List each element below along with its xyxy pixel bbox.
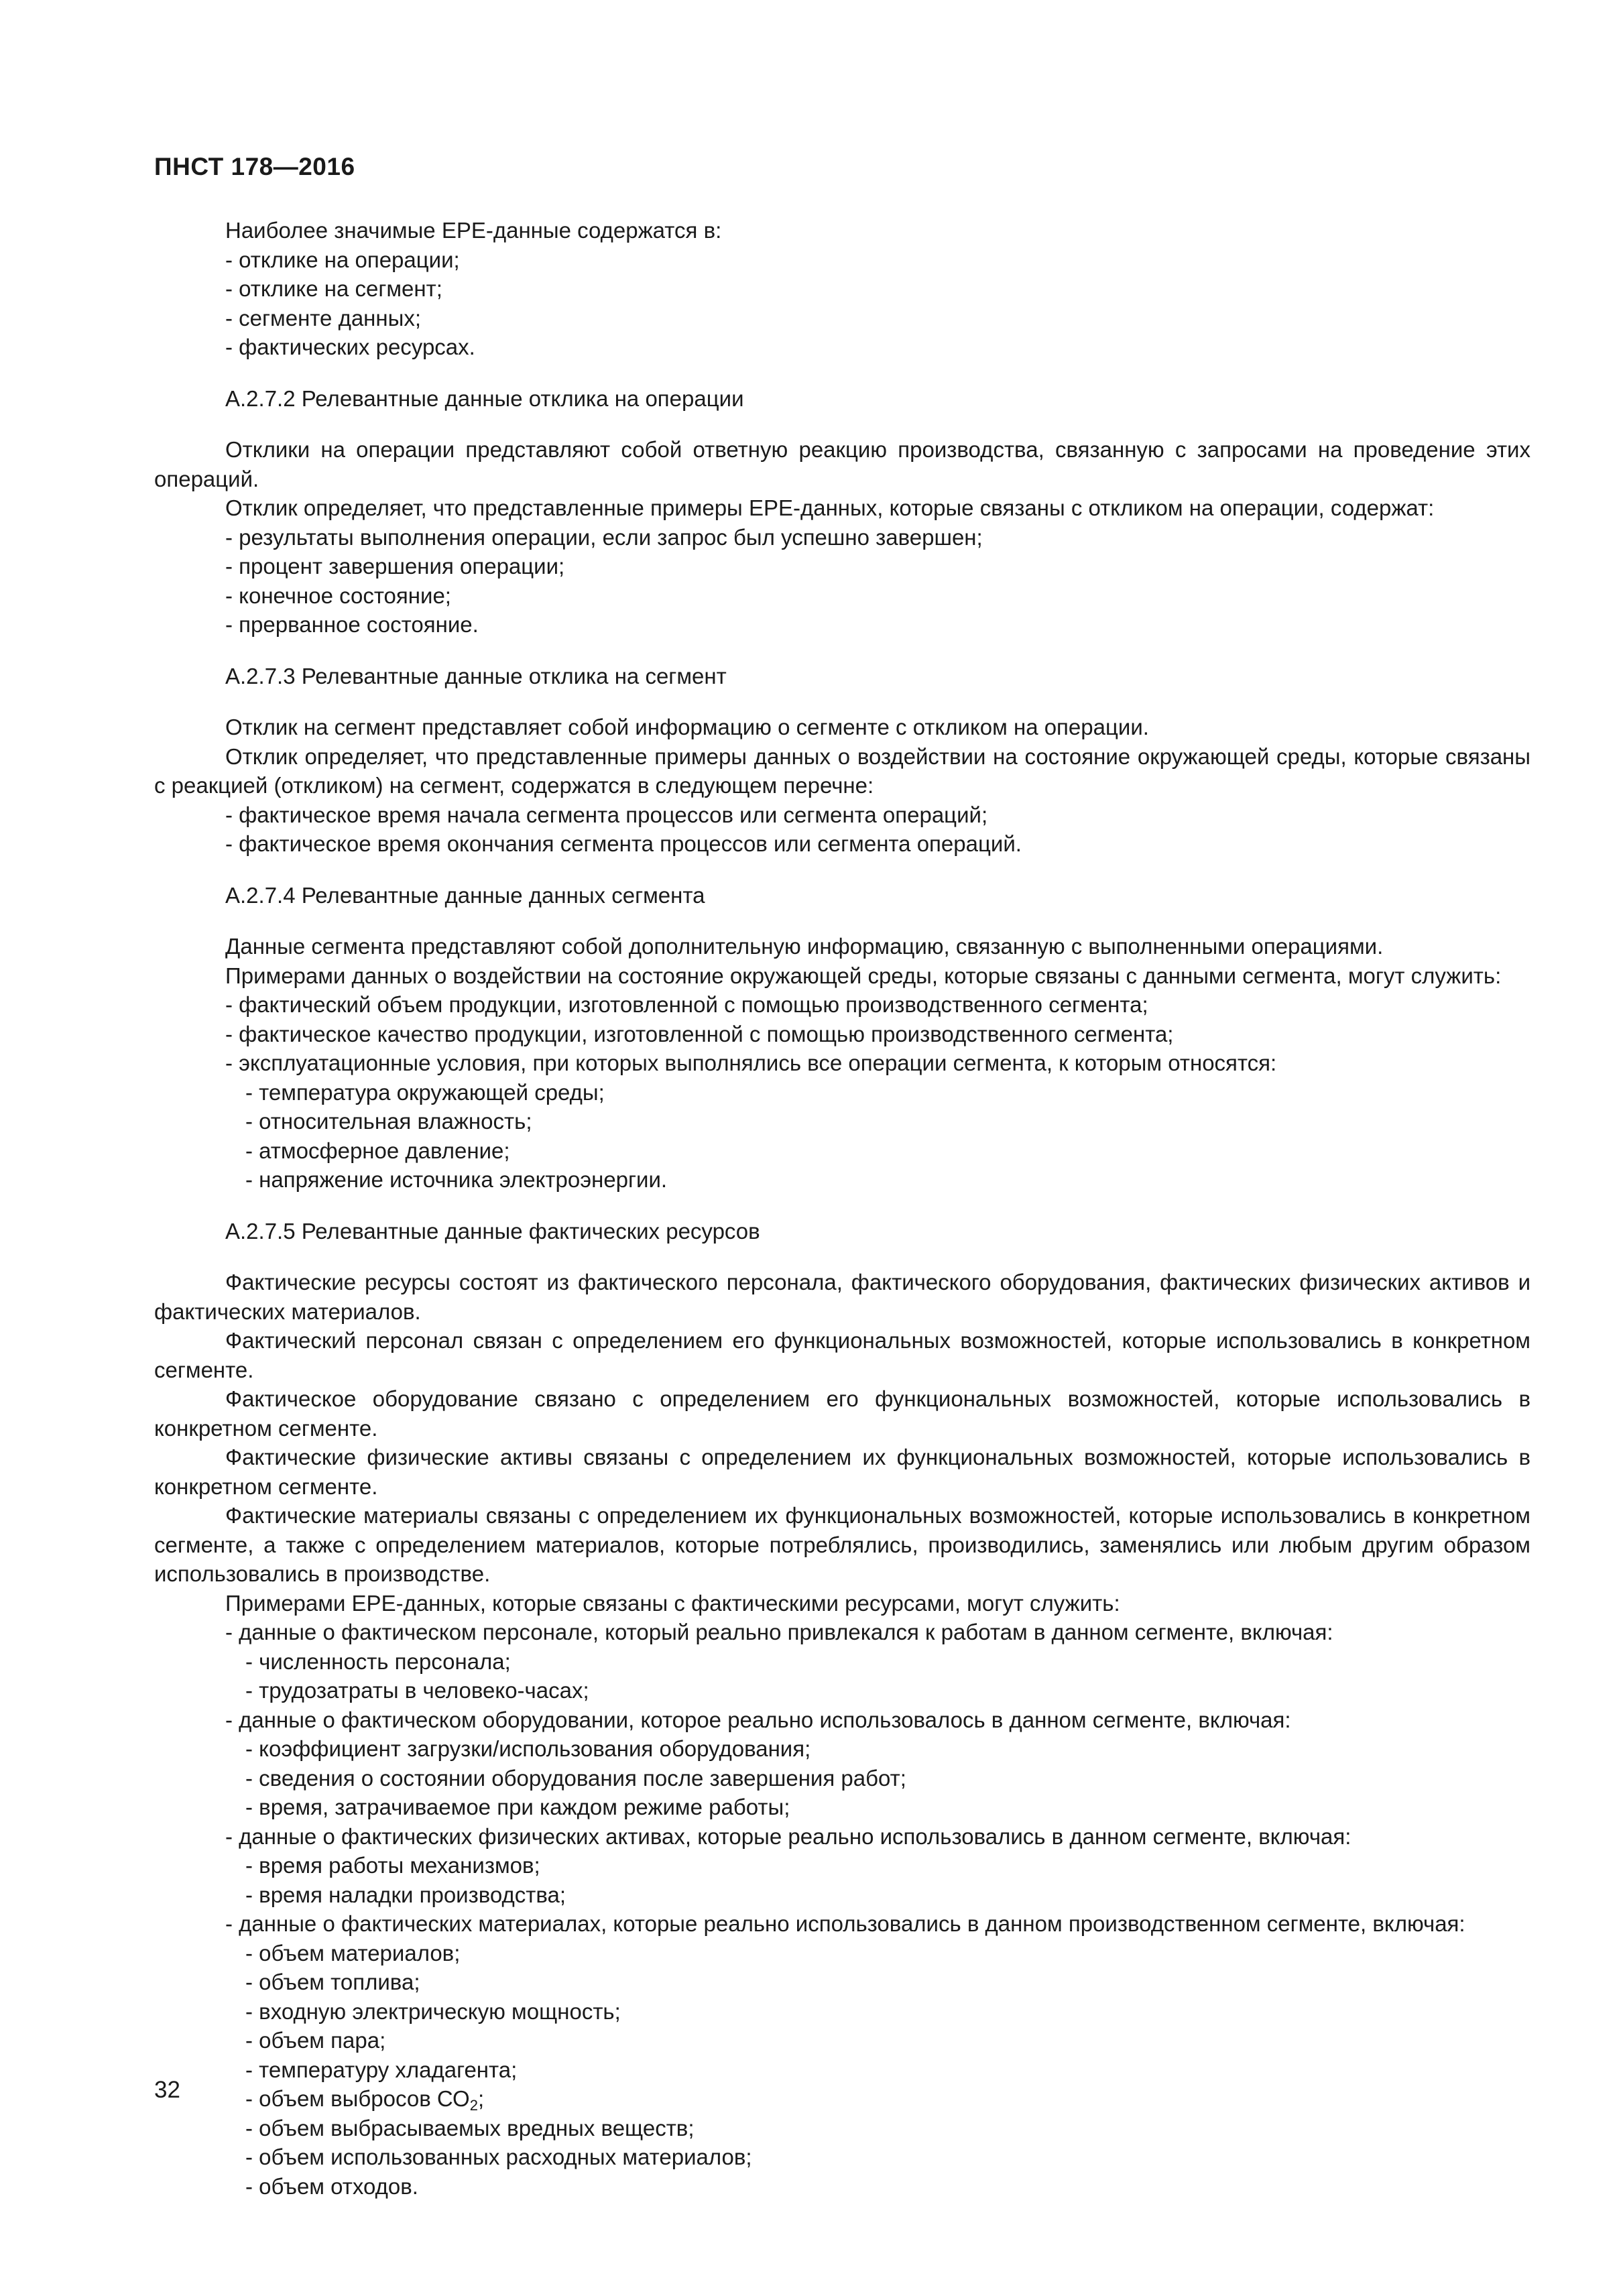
text-line: - сведения о состоянии оборудования после завершения работ; xyxy=(245,1765,906,1791)
text-line: - объем пара; xyxy=(245,2028,386,2053)
page-number: 32 xyxy=(154,2077,180,2103)
section-heading: А.2.7.3 Релевантные данные отклика на сегмент xyxy=(225,663,727,688)
text-line: - данные о фактическом персонале, который реально привлекался к работам в данном сегменте, включая: xyxy=(225,1620,1333,1644)
text-line: - трудозатраты в человеко-часах; xyxy=(245,1678,589,1703)
document-body xyxy=(154,216,1530,2201)
text-line: - эксплуатационные условия, при которых выполнялись все операции сегмента, к которым относятся: xyxy=(225,1050,1277,1075)
text-line: - фактическое качество продукции, изготовленной с помощью производственного сегмента; xyxy=(225,1021,1174,1046)
paragraph: Фактические ресурсы состоят из фактического персонала, фактического оборудования, фактических физических активов и фактических материалов. xyxy=(154,1270,1530,1324)
text-line: Примерами ЕРЕ-данных, которые связаны с фактическими ресурсами, могут служить: xyxy=(225,1590,1120,1616)
section-heading: А.2.7.4 Релевантные данные данных сегмента xyxy=(225,882,705,908)
paragraph: Примерами данных о воздействии на состояние окружающей среды, которые связаны с данными сегмента, могут служить: xyxy=(225,963,1502,988)
text-line: - объем отходов. xyxy=(245,2173,418,2199)
text-line: - результаты выполнения операции, если запрос был успешно завершен; xyxy=(225,524,983,550)
text-line: - конечное состояние; xyxy=(225,583,451,608)
text-line: - температуру хладагента; xyxy=(245,2057,518,2082)
text-line: - объем использованных расходных материалов; xyxy=(245,2144,752,2169)
text-line: - время наладки производства; xyxy=(245,1882,566,1907)
text-line: - напряжение источника электроэнергии. xyxy=(245,1167,668,1192)
text-line: - относительная влажность; xyxy=(245,1109,532,1134)
text-line: - сегменте данных; xyxy=(225,305,422,330)
text-line: - объем выбросов $СО_2$; xyxy=(245,2086,485,2114)
text-line: - отклике на операции; xyxy=(225,247,460,272)
text-line: - температура окружающей среды; xyxy=(245,1079,605,1105)
text-line: - фактическое время окончания сегмента процессов или сегмента операций. xyxy=(225,831,1022,856)
text-line: Отклик определяет, что представленные примеры ЕРЕ-данных, которые связаны с откликом на операции, содержат: xyxy=(225,495,1435,520)
text-line: Отклик на сегмент представляет собой информацию о сегменте с откликом на операции. xyxy=(225,715,1149,739)
paragraph: Фактические физические активы связаны с определением их функциональных возможностей, которые использовались в конкретном сегменте. xyxy=(154,1445,1530,1499)
text-line: - объем выбрасываемых вредных веществ; xyxy=(245,2115,695,2140)
section-heading: А.2.7.5 Релевантные данные фактических ресурсов xyxy=(225,1218,760,1244)
paragraph: Фактический персонал связан с определением его функциональных возможностей, которые использовались в конкретном сегменте. xyxy=(154,1328,1530,1382)
text-line: - коэффициент загрузки/использования оборудования; xyxy=(245,1736,811,1761)
text-line: - время работы механизмов; xyxy=(245,1853,540,1878)
text-line: - численность персонала; xyxy=(245,1648,511,1674)
text-line: - данные о фактических материалах, которые реально использовались в данном производственном сегменте, включая: xyxy=(225,1911,1465,1936)
text-line: Наиболее значимые ЕРЕ-данные содержатся в: xyxy=(225,218,722,243)
text-line: - фактическое время начала сегмента процессов или сегмента операций; xyxy=(225,802,988,827)
text-line: - время, затрачиваемое при каждом режиме работы; xyxy=(245,1795,790,1819)
text-line: - фактических ресурсах. xyxy=(225,335,475,359)
text-line: - объем топлива; xyxy=(245,1970,420,1994)
standard-id-header: ПНСТ 178—2016 xyxy=(154,153,355,180)
text-line: - данные о фактическом оборудовании, которое реально использовалось в данном сегменте, включая: xyxy=(225,1707,1291,1732)
text-line: - объем материалов; xyxy=(245,1940,461,1966)
text-line: Данные сегмента представляют собой дополнительную информацию, связанную с выполненными операциями. xyxy=(225,934,1384,959)
text-line: - прерванное состояние. xyxy=(225,612,479,637)
text-line: - процент завершения операции; xyxy=(225,554,565,579)
text-line: - фактический объем продукции, изготовленной с помощью производственного сегмента; xyxy=(225,992,1148,1017)
paragraph: Фактические материалы связаны с определением их функциональных возможностей, которые использовались в конкретном сегменте, а также с определением материалов, которые потреблялись, производились, заменялись или любым другим образом использовались в производстве. xyxy=(154,1503,1530,1586)
paragraph: Фактическое оборудование связано с определением его функциональных возможностей, которые использовались в конкретном сегменте. xyxy=(154,1386,1530,1441)
paragraph: Отклики на операции представляют собой ответную реакцию производства, связанную с запросами на проведение этих операций. xyxy=(154,437,1530,491)
text-line: - атмосферное давление; xyxy=(245,1138,510,1163)
paragraph: Отклик определяет, что представленные примеры данных о воздействии на состояние окружающей среды, которые связаны с реакцией (откликом) на сегмент, содержатся в следующем перечне: xyxy=(154,743,1530,798)
section-heading: А.2.7.2 Релевантные данные отклика на операции xyxy=(225,385,744,411)
text-line: - входную электрическую мощность; xyxy=(245,1998,621,2024)
text-line: - отклике на сегмент; xyxy=(225,276,442,301)
text-line: - данные о фактических физических активах, которые реально использовались в данном сегменте, включая: xyxy=(225,1823,1351,1849)
